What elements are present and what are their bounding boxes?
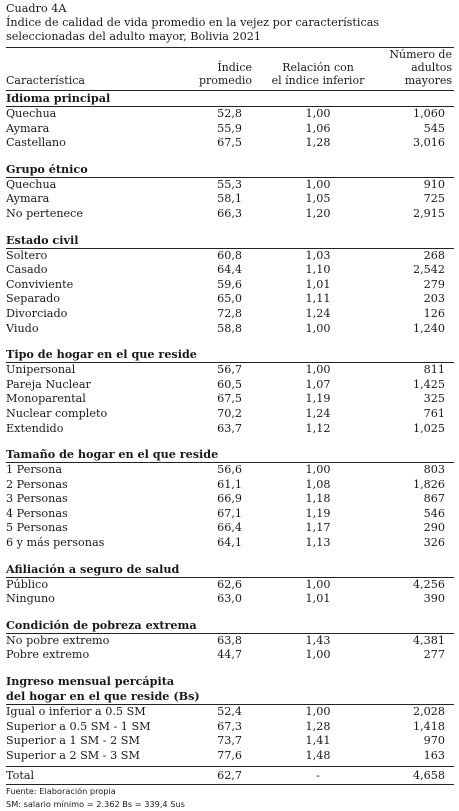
row-label: Viudo <box>6 321 39 335</box>
row-count: 803 <box>423 463 445 477</box>
row-label: Extendido <box>6 421 64 435</box>
table-title-line-1: Índice de calidad de vida promedio en la vejez por características <box>6 16 380 29</box>
row-label: Pareja Nuclear <box>6 377 91 391</box>
row-count: 1,025 <box>412 421 445 435</box>
row-index: 77,6 <box>217 748 242 762</box>
section-title: Tipo de hogar en el que reside <box>6 347 197 362</box>
header-index-line-2: promedio <box>198 74 252 87</box>
row-index: 55,9 <box>217 121 242 135</box>
row-relation: 1,00 <box>305 321 331 335</box>
row-index: 60,8 <box>217 248 242 262</box>
row-count: 2,542 <box>412 263 445 277</box>
table-row <box>6 705 454 720</box>
document <box>6 2 454 811</box>
table-caption: Cuadro 4A <box>6 2 67 15</box>
table-row <box>6 492 454 507</box>
table-header <box>6 48 454 90</box>
row-index: 61,1 <box>217 477 242 491</box>
row-count: 1,826 <box>412 477 445 491</box>
table-row <box>6 292 454 307</box>
section-title: Condición de pobreza extrema <box>6 617 197 632</box>
header-relation-line-2: el índice inferior <box>271 74 365 87</box>
row-relation: 1,13 <box>305 536 331 550</box>
row-count: 1,060 <box>412 107 445 120</box>
row-label: Pobre extremo <box>6 648 90 662</box>
table-row <box>6 392 454 407</box>
row-label: Separado <box>6 292 61 306</box>
table-row <box>6 592 454 607</box>
row-count: 268 <box>423 248 445 262</box>
row-relation: 1,41 <box>305 734 331 748</box>
table-row <box>6 578 454 593</box>
header-count-line-2: adultos mayores <box>404 61 452 87</box>
total-label: Total <box>6 769 35 783</box>
row-label: 6 y más personas <box>6 536 105 550</box>
table-row <box>6 136 454 151</box>
table-body <box>6 91 454 763</box>
row-index: 56,7 <box>217 363 242 377</box>
row-relation: 1,00 <box>305 363 331 377</box>
table-row <box>6 720 454 735</box>
row-label: Castellano <box>6 136 66 150</box>
header-index <box>190 61 252 87</box>
table-row <box>6 249 454 264</box>
row-count: 325 <box>423 392 445 406</box>
section-gap <box>6 551 454 562</box>
row-index: 70,2 <box>217 406 242 420</box>
footer-source: Fuente: Elaboración propia <box>6 786 116 797</box>
row-count: 761 <box>423 406 445 420</box>
section-gap <box>6 663 454 674</box>
row-count: 290 <box>423 521 445 535</box>
row-index: 56,6 <box>217 463 242 477</box>
table-row <box>6 648 454 663</box>
table-row <box>6 734 454 749</box>
row-count: 126 <box>423 306 445 320</box>
table-row <box>6 521 454 536</box>
header-relation-line-1: Relación con <box>282 61 354 74</box>
row-index: 67,5 <box>217 136 242 150</box>
row-index: 59,6 <box>217 277 242 291</box>
row-relation: 1,12 <box>305 421 331 435</box>
row-relation: 1,06 <box>305 121 331 135</box>
row-relation: 1,10 <box>305 263 331 277</box>
row-count: 163 <box>423 748 445 762</box>
table-row <box>6 478 454 493</box>
table-row <box>6 422 454 437</box>
row-label: 2 Personas <box>6 477 68 491</box>
section-title: Ingreso mensual percápita <box>6 674 175 689</box>
total-relation: - <box>316 769 320 783</box>
table-row <box>6 122 454 137</box>
row-index: 60,5 <box>217 377 242 391</box>
row-index: 64,4 <box>217 263 242 277</box>
row-count: 2,028 <box>412 705 445 719</box>
table-row <box>6 634 454 649</box>
section-gap <box>6 607 454 618</box>
row-relation: 1,24 <box>305 406 331 420</box>
row-count: 279 <box>423 277 445 291</box>
table-row <box>6 192 454 207</box>
table-row <box>6 536 454 551</box>
row-relation: 1,43 <box>305 633 331 647</box>
row-relation: 1,17 <box>305 521 331 535</box>
row-label: Igual o inferior a 0.5 SM <box>6 705 146 719</box>
row-index: 66,4 <box>217 521 242 535</box>
section-title: Tamaño de hogar en el que reside <box>6 447 219 462</box>
row-relation: 1,11 <box>305 292 331 306</box>
table-row <box>6 107 454 122</box>
row-relation: 1,00 <box>305 107 331 120</box>
row-relation: 1,01 <box>305 592 331 606</box>
row-index: 63,0 <box>217 592 242 606</box>
row-relation: 1,28 <box>305 136 331 150</box>
row-label: Soltero <box>6 248 48 262</box>
row-label: Monoparental <box>6 392 86 406</box>
section-gap <box>6 151 454 162</box>
row-label: Casado <box>6 263 48 277</box>
table-row <box>6 749 454 764</box>
row-index: 64,1 <box>217 536 242 550</box>
row-index: 58,1 <box>217 192 242 206</box>
row-count: 326 <box>423 536 445 550</box>
row-relation: 1,08 <box>305 477 331 491</box>
row-index: 63,8 <box>217 633 242 647</box>
table-row <box>6 463 454 478</box>
row-index: 67,1 <box>217 506 242 520</box>
row-count: 4,381 <box>412 633 445 647</box>
row-count: 725 <box>423 192 445 206</box>
section-title: Grupo étnico <box>6 161 88 176</box>
section-title: Afiliación a seguro de salud <box>6 561 180 576</box>
section-gap <box>6 436 454 447</box>
table-title-line-2: seleccionadas del adulto mayor, Bolivia 2021 <box>6 30 262 43</box>
row-label: Público <box>6 577 49 591</box>
row-relation: 1,28 <box>305 719 331 733</box>
section-title: del hogar en el que reside (Bs) <box>6 689 200 704</box>
header-index-line-1: Índice <box>217 61 252 74</box>
header-relation <box>268 61 368 87</box>
row-relation: 1,48 <box>305 748 331 762</box>
row-count: 2,915 <box>412 206 445 220</box>
row-label: Divorciado <box>6 306 68 320</box>
row-index: 67,3 <box>217 719 242 733</box>
row-relation: 1,00 <box>305 705 331 719</box>
row-index: 66,3 <box>217 206 242 220</box>
table-row <box>6 207 454 222</box>
row-count: 970 <box>423 734 445 748</box>
row-count: 4,256 <box>412 577 445 591</box>
total-index: 62,7 <box>217 769 242 783</box>
row-index: 52,8 <box>217 107 242 120</box>
row-count: 1,418 <box>412 719 445 733</box>
row-count: 546 <box>423 506 445 520</box>
table-row <box>6 378 454 393</box>
section-title: Estado civil <box>6 232 79 247</box>
row-relation: 1,19 <box>305 392 331 406</box>
header-characteristic: Característica <box>6 74 85 87</box>
row-index: 63,7 <box>217 421 242 435</box>
total-count: 4,658 <box>412 769 445 783</box>
row-label: Superior a 0.5 SM - 1 SM <box>6 719 151 733</box>
row-count: 1,240 <box>412 321 445 335</box>
row-index: 73,7 <box>217 734 242 748</box>
row-label: Quechua <box>6 107 57 120</box>
row-relation: 1,07 <box>305 377 331 391</box>
row-relation: 1,00 <box>305 177 331 191</box>
row-relation: 1,00 <box>305 463 331 477</box>
header-count <box>366 48 452 87</box>
row-label: Superior a 2 SM - 3 SM <box>6 748 140 762</box>
row-label: 4 Personas <box>6 506 68 520</box>
footer-note: SM: salario mínimo = 2.362 Bs = 339,4 Sus <box>6 799 185 810</box>
section-title: Idioma principal <box>6 91 111 105</box>
table-row <box>6 263 454 278</box>
row-relation: 1,03 <box>305 248 331 262</box>
row-label: No pertenece <box>6 206 84 220</box>
row-label: Aymara <box>6 121 50 135</box>
table-row <box>6 278 454 293</box>
row-relation: 1,20 <box>305 206 331 220</box>
row-relation: 1,19 <box>305 506 331 520</box>
section-gap <box>6 336 454 347</box>
row-index: 44,7 <box>217 648 242 662</box>
row-label: Unipersonal <box>6 363 76 377</box>
header-count-line-1: Número de <box>389 48 452 61</box>
table-row <box>6 407 454 422</box>
row-label: 3 Personas <box>6 492 68 506</box>
table-row <box>6 307 454 322</box>
row-label: Conviviente <box>6 277 74 291</box>
row-relation: 1,00 <box>305 577 331 591</box>
row-label: 1 Persona <box>6 463 63 477</box>
table-row <box>6 178 454 193</box>
row-relation: 1,05 <box>305 192 331 206</box>
row-count: 811 <box>423 363 445 377</box>
row-relation: 1,24 <box>305 306 331 320</box>
row-relation: 1,18 <box>305 492 331 506</box>
row-label: 5 Personas <box>6 521 68 535</box>
row-label: Superior a 1 SM - 2 SM <box>6 734 140 748</box>
table-row <box>6 363 454 378</box>
row-count: 545 <box>423 121 445 135</box>
row-label: Quechua <box>6 177 57 191</box>
row-relation: 1,01 <box>305 277 331 291</box>
row-count: 203 <box>423 292 445 306</box>
row-relation: 1,00 <box>305 648 331 662</box>
row-count: 910 <box>423 177 445 191</box>
row-count: 277 <box>423 648 445 662</box>
row-index: 65,0 <box>217 292 242 306</box>
row-index: 55,3 <box>217 177 242 191</box>
row-label: Nuclear completo <box>6 406 108 420</box>
row-index: 72,8 <box>217 306 242 320</box>
row-label: Ninguno <box>6 592 55 606</box>
row-index: 62,6 <box>217 577 242 591</box>
total-row <box>6 767 454 784</box>
row-label: No pobre extremo <box>6 633 110 647</box>
row-label: Aymara <box>6 192 50 206</box>
row-count: 1,425 <box>412 377 445 391</box>
row-count: 867 <box>423 492 445 506</box>
row-index: 66,9 <box>217 492 242 506</box>
table-row <box>6 322 454 337</box>
row-index: 67,5 <box>217 392 242 406</box>
table-row <box>6 507 454 522</box>
row-index: 58,8 <box>217 321 242 335</box>
row-count: 390 <box>423 592 445 606</box>
section-gap <box>6 222 454 233</box>
row-index: 52,4 <box>217 705 242 719</box>
row-count: 3,016 <box>412 136 445 150</box>
